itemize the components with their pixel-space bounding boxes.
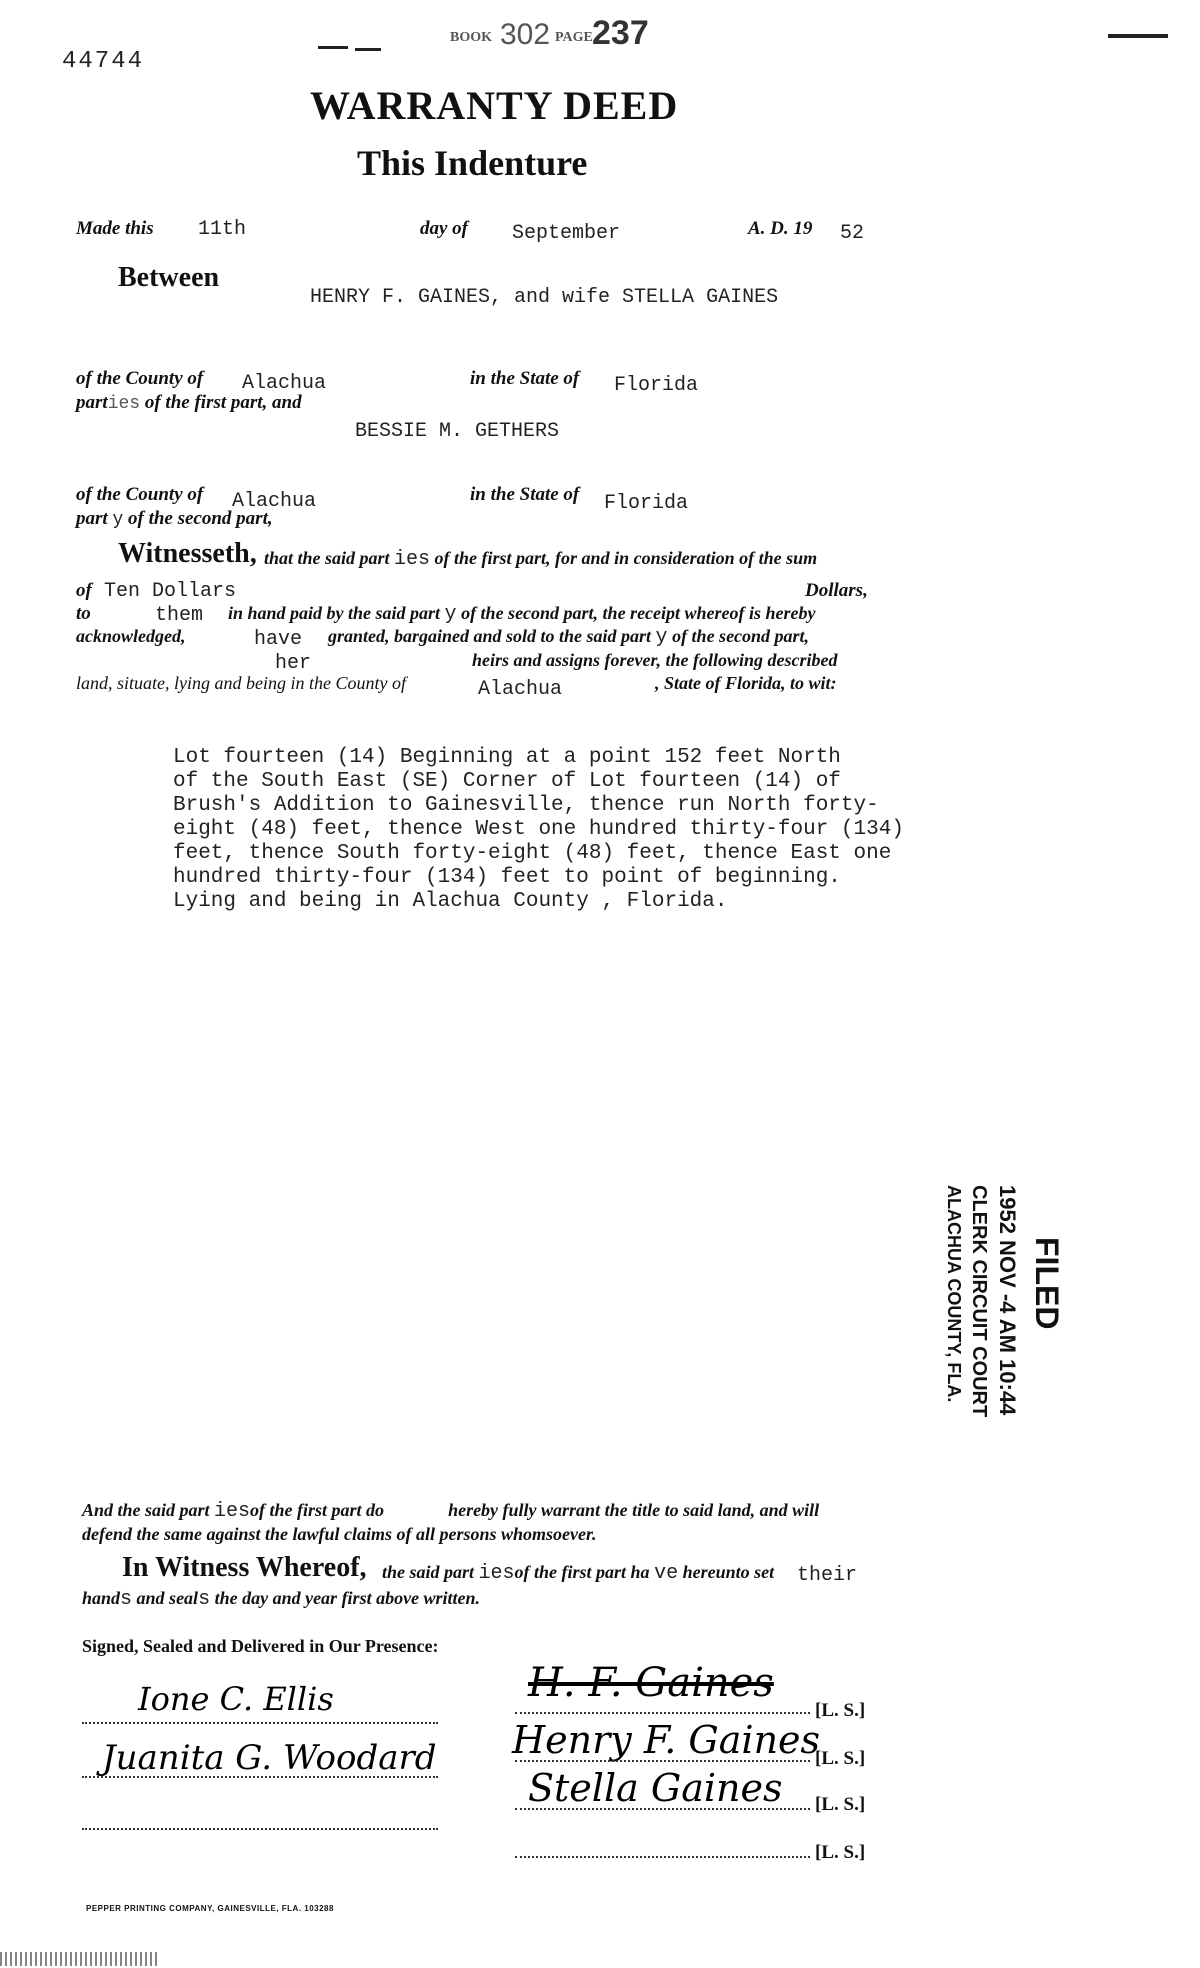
- seal-label: [L. S.]: [815, 1842, 866, 1863]
- in-witness-line2: hands and seals the day and year first above written.: [82, 1588, 481, 1611]
- made-day: 11th: [198, 218, 247, 241]
- witnesseth-line3: in hand paid by the said part y of the second part, the receipt whereof is hereby: [228, 603, 816, 626]
- legal-description-line: of the South East (SE) Corner of Lot fourteen (14) of: [173, 770, 841, 793]
- consideration-sum: Ten Dollars: [104, 580, 237, 603]
- document-title: WARRANTY DEED: [310, 83, 679, 128]
- legal-description-line: hundred thirty-four (134) feet to point of beginning.: [173, 866, 841, 889]
- acknowledged-label: acknowledged,: [76, 626, 186, 646]
- sum-of-label: of: [76, 580, 92, 601]
- dash-mark: [1108, 34, 1168, 38]
- made-year: 52: [840, 222, 865, 245]
- signature-line: [515, 1808, 810, 1810]
- grantor-2-signature: Henry F. Gaines: [512, 1718, 821, 1762]
- signature-line: [515, 1856, 810, 1858]
- second-part-label: part y of the second part,: [76, 508, 273, 530]
- parties-label: parties of the first part, and: [76, 392, 302, 414]
- signature-line: [515, 1760, 810, 1762]
- state-label: in the State of: [470, 368, 580, 389]
- dash-mark: [355, 48, 381, 51]
- filed-word: FILED: [1029, 1237, 1065, 1330]
- printer-imprint: PEPPER PRINTING COMPANY, GAINESVILLE, FLA. 103288: [86, 1904, 334, 1913]
- dash-mark: [318, 46, 348, 49]
- day-of-label: day of: [420, 218, 469, 239]
- grantor-1-signature: H. F. Gaines: [528, 1660, 774, 1706]
- between-label: Between: [118, 262, 220, 293]
- signature-line: [515, 1712, 810, 1714]
- legal-description-line: feet, thence South forty-eight (48) feet, thence East one: [173, 842, 892, 865]
- in-witness-label: In Witness Whereof,: [122, 1552, 367, 1583]
- made-month: September: [512, 222, 621, 245]
- witness-1-signature: Ione C. Ellis: [138, 1680, 334, 1718]
- grantor-3-signature: Stella Gaines: [528, 1766, 783, 1810]
- legal-description-line: Lot fourteen (14) Beginning at a point 152 feet North: [173, 746, 841, 769]
- presence-label: Signed, Sealed and Delivered in Our Presence:: [82, 1636, 439, 1656]
- in-witness-line1: the said part iesof the first part ha ve hereunto set: [382, 1562, 775, 1585]
- legal-description-line: Brush's Addition to Gainesville, thence run North forty-: [173, 794, 879, 817]
- legal-description: [173, 746, 904, 914]
- land-county: Alachua: [478, 678, 563, 701]
- heirs-text: heirs and assigns forever, the following described: [472, 650, 838, 670]
- scan-edge-artifact: [0, 1952, 160, 1966]
- filed-stamp: [920, 1185, 1070, 1418]
- legal-description-line: eight (48) feet, thence West one hundred thirty-four (134): [173, 818, 904, 841]
- seal-label: [L. S.]: [815, 1748, 866, 1769]
- legal-description-line: Lying and being in Alachua County , Florida.: [173, 890, 728, 913]
- page-number: 237: [592, 14, 649, 52]
- second-party-state: Florida: [604, 492, 689, 515]
- to-whom: them: [155, 604, 204, 627]
- first-party-names: HENRY F. GAINES, and wife STELLA GAINES: [310, 286, 779, 309]
- county-label: of the County of: [76, 368, 204, 389]
- made-label: Made this: [76, 218, 154, 239]
- witness-2-signature: Juanita G. Woodard: [102, 1738, 437, 1778]
- state-to-wit: , State of Florida, to wit:: [655, 673, 837, 693]
- witnesseth-line4: granted, bargained and sold to the said part y of the second part,: [328, 626, 810, 649]
- her-text: her: [275, 652, 312, 675]
- land-text: land, situate, lying and being in the County of: [76, 673, 406, 693]
- signature-line: [82, 1722, 438, 1724]
- ad-label: A. D. 19: [748, 218, 813, 239]
- filed-county: ALACHUA COUNTY, FLA.: [944, 1185, 964, 1403]
- county-label: of the County of: [76, 484, 204, 505]
- filed-clerk: CLERK CIRCUIT COURT: [968, 1185, 990, 1418]
- page-label: PAGE: [555, 30, 593, 45]
- first-party-state: Florida: [614, 374, 699, 397]
- to-label: to: [76, 603, 91, 624]
- their-text: their: [797, 1564, 858, 1587]
- book-label: BOOK: [450, 30, 493, 45]
- filed-date: 1952 NOV -4 AM 10:44: [995, 1185, 1020, 1416]
- warranty-line1: And the said part iesof the first part do hereby fully warrant the title to said land, and will: [82, 1500, 820, 1523]
- witnesseth-label: Witnesseth,: [118, 538, 257, 569]
- witnesseth-line1: that the said part ies of the first part, for and in consideration of the sum: [264, 548, 818, 571]
- seal-label: [L. S.]: [815, 1794, 866, 1815]
- document-subtitle: This Indenture: [357, 143, 588, 183]
- book-number: 302: [500, 18, 551, 51]
- signature-line: [82, 1828, 438, 1830]
- state-label: in the State of: [470, 484, 580, 505]
- second-party-name: BESSIE M. GETHERS: [355, 420, 560, 443]
- seal-label: [L. S.]: [815, 1700, 866, 1721]
- have-text: have: [254, 628, 303, 651]
- warranty-line2: defend the same against the lawful claims of all persons whomsoever.: [82, 1524, 597, 1544]
- first-party-county: Alachua: [242, 372, 327, 395]
- document-number: 44744: [62, 48, 145, 75]
- dollars-label: Dollars,: [805, 580, 868, 601]
- signature-line: [82, 1776, 438, 1778]
- second-party-county: Alachua: [232, 490, 317, 513]
